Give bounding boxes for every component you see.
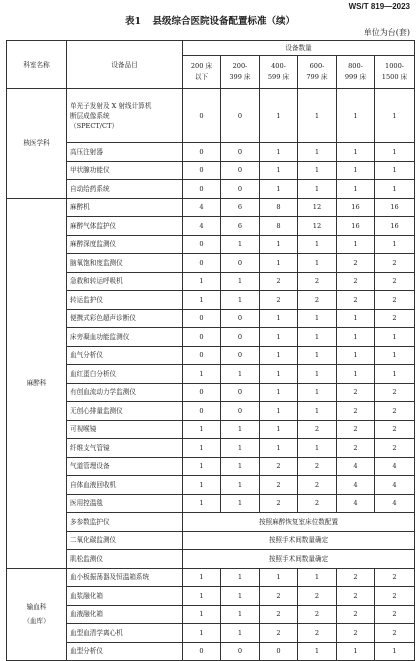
- item-cell: [67, 568, 183, 587]
- bed-range-header-line: 200-: [232, 62, 248, 70]
- quantity-cell: 1: [221, 365, 260, 384]
- quantity-cell: 1: [375, 161, 415, 180]
- quantity-cell: 2: [298, 587, 337, 606]
- quantity-cell: 0: [221, 161, 260, 180]
- quantity-cell: 4: [375, 494, 415, 513]
- quantity-cell: 4: [183, 217, 221, 236]
- quantity-cell: 1: [337, 328, 375, 347]
- quantity-cell: 1: [260, 89, 298, 143]
- quantity-cell: 1: [298, 89, 337, 143]
- item-cell-line: 无创心排量监测仪: [70, 406, 123, 415]
- quantity-cell: 1: [260, 161, 298, 180]
- table-row: [7, 217, 415, 236]
- item-cell: [67, 457, 183, 476]
- item-cell-line: 自体血液回收机: [70, 480, 117, 489]
- department-cell-line: 麻醉科: [26, 379, 47, 387]
- quantity-cell: 1: [375, 89, 415, 143]
- quantity-cell: 0: [183, 161, 221, 180]
- item-cell-line: 甲状腺功能仪: [70, 166, 110, 175]
- table-row: [7, 89, 415, 143]
- bed-range-header: [183, 56, 221, 89]
- table-row: [7, 272, 415, 291]
- quantity-cell: 1: [298, 180, 337, 199]
- quantity-cell: 2: [375, 420, 415, 439]
- item-cell-line: 脑氧饱和度监测仪: [70, 258, 123, 267]
- quantity-cell: 0: [221, 143, 260, 162]
- bed-range-header-line: 400-: [271, 62, 286, 70]
- quantity-cell: 2: [337, 568, 375, 587]
- item-cell: [67, 587, 183, 606]
- quantity-cell: 1: [375, 143, 415, 162]
- quantity-cell: 2: [337, 439, 375, 458]
- department-cell: [7, 89, 67, 199]
- quantity-cell: 8: [260, 198, 298, 217]
- unit-note: 单位为台(套): [363, 28, 410, 37]
- quantity-cell: 1: [337, 89, 375, 143]
- item-cell: [67, 180, 183, 199]
- quantity-cell: 2: [298, 272, 337, 291]
- department-cell-line: 核医学科: [23, 139, 50, 148]
- quantity-cell: 2: [298, 624, 337, 643]
- item-cell: [67, 550, 183, 569]
- item-cell-line: 自动给药系统: [70, 184, 110, 193]
- item-cell: [67, 476, 183, 495]
- quantity-cell: 1: [298, 365, 337, 384]
- quantity-cell: 2: [337, 605, 375, 624]
- quantity-cell: 0: [221, 328, 260, 347]
- quantity-cell: 0: [221, 383, 260, 402]
- item-cell-line: 便携式彩色超声诊断仪: [70, 314, 136, 323]
- table-body: [7, 89, 415, 661]
- quantity-cell: 0: [183, 89, 221, 143]
- quantity-cell: 4: [375, 476, 415, 495]
- quantity-cell: 0: [183, 143, 221, 162]
- quantity-cell: 1: [221, 420, 260, 439]
- item-cell-line: 单光子发射及 X 射线计算机: [70, 101, 152, 110]
- item-cell-line: 多参数监护仪: [70, 517, 110, 526]
- quantity-cell: 1: [260, 254, 298, 273]
- quantity-cell: 1: [298, 402, 337, 421]
- quantity-cell: 1: [337, 180, 375, 199]
- item-cell: [67, 439, 183, 458]
- item-cell: [67, 309, 183, 328]
- item-cell-line: （SPECT/CT）: [70, 121, 119, 130]
- table-row: [7, 568, 415, 587]
- table-row: [7, 550, 415, 569]
- quantity-cell: 2: [375, 568, 415, 587]
- quantity-cell: 2: [260, 476, 298, 495]
- item-cell-line: 血红蛋白分析仪: [70, 369, 117, 378]
- department-cell-line: 输血科: [26, 603, 47, 612]
- config-note-cell: 按照麻醉恢复室床位数配置: [183, 513, 415, 532]
- table-row: [7, 402, 415, 421]
- quantity-cell: 2: [260, 605, 298, 624]
- item-cell-line: 床旁凝血功能监测仪: [70, 332, 130, 341]
- quantity-cell: 1: [221, 476, 260, 495]
- table-number: 表1: [125, 16, 142, 27]
- quantity-cell: 1: [260, 143, 298, 162]
- item-cell: [67, 624, 183, 643]
- quantity-cell: 2: [260, 624, 298, 643]
- item-cell: [67, 365, 183, 384]
- item-cell: [67, 420, 183, 439]
- item-cell-line: 血型分析仪: [70, 647, 103, 656]
- quantity-cell: 1: [298, 161, 337, 180]
- quantity-cell: 1: [260, 383, 298, 402]
- quantity-cell: 0: [221, 180, 260, 199]
- item-cell: [67, 217, 183, 236]
- quantity-cell: 2: [298, 291, 337, 310]
- quantity-cell: 16: [375, 198, 415, 217]
- quantity-cell: 4: [375, 457, 415, 476]
- table-row: [7, 161, 415, 180]
- quantity-cell: 0: [221, 89, 260, 143]
- bed-range-header-line: 600-: [309, 62, 325, 70]
- table-row: [7, 383, 415, 402]
- quantity-cell: 2: [375, 383, 415, 402]
- bed-range-header-line: 200 床: [190, 62, 213, 70]
- quantity-cell: 1: [337, 309, 375, 328]
- table-row: [7, 143, 415, 162]
- quantity-cell: 0: [260, 642, 298, 661]
- table-row: [7, 624, 415, 643]
- quantity-cell: 2: [375, 254, 415, 273]
- table-row: [7, 291, 415, 310]
- quantity-cell: 2: [260, 272, 298, 291]
- quantity-cell: 2: [298, 605, 337, 624]
- quantity-cell: 1: [221, 605, 260, 624]
- item-cell-line: 麻醉深度监测仪: [70, 240, 117, 249]
- quantity-cell: 1: [337, 143, 375, 162]
- quantity-cell: 0: [183, 180, 221, 199]
- table-row: [7, 235, 415, 254]
- quantity-cell: 8: [260, 217, 298, 236]
- quantity-cell: 2: [375, 439, 415, 458]
- quantity-cell: 1: [183, 365, 221, 384]
- item-cell-line: 医用控温毯: [70, 499, 103, 508]
- quantity-cell: 1: [183, 494, 221, 513]
- item-cell: [67, 143, 183, 162]
- quantity-cell: 0: [221, 309, 260, 328]
- department-cell: [7, 568, 67, 661]
- table-row: [7, 494, 415, 513]
- quantity-cell: 2: [298, 476, 337, 495]
- department-cell: [7, 198, 67, 568]
- item-cell-line: 转运监护仪: [70, 295, 103, 304]
- quantity-cell: 1: [260, 328, 298, 347]
- table-row: [7, 346, 415, 365]
- quantity-cell: 1: [183, 420, 221, 439]
- quantity-cell: 2: [298, 420, 337, 439]
- quantity-cell: 1: [221, 235, 260, 254]
- standard-code: WS/T 819—2023: [348, 2, 410, 11]
- quantity-cell: 1: [260, 568, 298, 587]
- table-row: [7, 420, 415, 439]
- quantity-cell: 2: [260, 494, 298, 513]
- quantity-cell: 1: [183, 587, 221, 606]
- quantity-cell: 2: [337, 402, 375, 421]
- quantity-cell: 1: [183, 605, 221, 624]
- item-cell-line: 血型血清学离心机: [70, 628, 123, 637]
- bed-range-header: [375, 56, 415, 89]
- quantity-cell: 2: [375, 272, 415, 291]
- item-cell-line: 肌松监测仪: [70, 554, 103, 563]
- quantity-cell: 2: [260, 587, 298, 606]
- table-title: [0, 13, 420, 27]
- item-header: 设备品目: [67, 41, 183, 89]
- item-cell-line: 血液融化箱: [70, 610, 103, 619]
- quantity-cell: 1: [298, 235, 337, 254]
- item-cell-line: 血气分析仪: [70, 351, 103, 360]
- quantity-cell: 1: [337, 161, 375, 180]
- quantity-cell: 1: [260, 180, 298, 199]
- config-note-cell: 按照手术间数量确定: [183, 531, 415, 550]
- item-cell-line: 气道管理设备: [70, 462, 110, 471]
- item-cell-line: 血小板振荡器及恒温箱系统: [70, 573, 150, 582]
- quantity-cell: 0: [183, 254, 221, 273]
- quantity-cell: 0: [221, 346, 260, 365]
- quantity-cell: 0: [221, 254, 260, 273]
- quantity-cell: 2: [260, 291, 298, 310]
- quantity-cell: 2: [337, 420, 375, 439]
- table-row: [7, 513, 415, 532]
- item-cell-line: 有创血流动力学监测仪: [70, 388, 136, 397]
- quantity-cell: 12: [298, 217, 337, 236]
- quantity-cell: 0: [221, 642, 260, 661]
- quantity-cell: 1: [298, 254, 337, 273]
- quantity-cell: 1: [183, 272, 221, 291]
- table-row: [7, 476, 415, 495]
- table-header: [7, 41, 415, 89]
- table-row: [7, 457, 415, 476]
- item-cell-line: 麻醉机: [70, 203, 90, 212]
- item-cell-line: 麻醉气体监护仪: [70, 221, 117, 230]
- quantity-cell: 4: [337, 457, 375, 476]
- quantity-cell: 1: [260, 402, 298, 421]
- item-cell: [67, 605, 183, 624]
- table-row: [7, 328, 415, 347]
- quantity-cell: 1: [260, 420, 298, 439]
- quantity-cell: 1: [221, 494, 260, 513]
- item-cell-line: 可视喉镜: [70, 425, 97, 434]
- quantity-cell: 2: [375, 309, 415, 328]
- item-cell-line: 高压注射器: [70, 147, 103, 156]
- quantity-cell: 1: [337, 346, 375, 365]
- equipment-table: [6, 40, 415, 661]
- quantity-cell: 1: [260, 309, 298, 328]
- quantity-cell: 1: [298, 439, 337, 458]
- quantity-cell: 16: [375, 217, 415, 236]
- quantity-cell: 1: [183, 624, 221, 643]
- bed-range-header-line: 999 床: [344, 73, 367, 81]
- quantity-cell: 1: [298, 143, 337, 162]
- quantity-cell: 1: [298, 568, 337, 587]
- item-cell: [67, 494, 183, 513]
- table-row: [7, 642, 415, 661]
- quantity-cell: 1: [183, 476, 221, 495]
- quantity-cell: 1: [337, 235, 375, 254]
- item-cell: [67, 513, 183, 532]
- quantity-cell: 16: [337, 217, 375, 236]
- quantity-cell: 4: [337, 476, 375, 495]
- quantity-cell: 1: [375, 346, 415, 365]
- item-cell: [67, 272, 183, 291]
- item-cell-line: 二氧化碳监测仪: [70, 536, 117, 545]
- quantity-cell: 0: [183, 235, 221, 254]
- table-row: [7, 198, 415, 217]
- quantity-cell: 0: [183, 309, 221, 328]
- item-cell: [67, 254, 183, 273]
- quantity-cell: 2: [298, 457, 337, 476]
- item-cell: [67, 198, 183, 217]
- quantity-cell: 2: [375, 291, 415, 310]
- quantity-cell: 1: [183, 291, 221, 310]
- quantity-cell: 0: [183, 383, 221, 402]
- bed-range-header-line: 799 床: [306, 73, 328, 81]
- quantity-cell: 0: [183, 328, 221, 347]
- quantity-cell: 1: [298, 309, 337, 328]
- bed-range-header-line: 599 床: [267, 73, 290, 81]
- item-cell: [67, 383, 183, 402]
- quantity-cell: 6: [221, 217, 260, 236]
- table-row: [7, 254, 415, 273]
- quantity-cell: 2: [298, 494, 337, 513]
- quantity-cell: 0: [183, 642, 221, 661]
- bed-range-header-line: 399 床: [229, 73, 251, 81]
- quantity-cell: 1: [183, 457, 221, 476]
- item-cell: [67, 89, 183, 143]
- table-row: [7, 439, 415, 458]
- quantity-cell: 0: [221, 402, 260, 421]
- bed-range-header-line: 800-: [348, 62, 363, 70]
- item-cell: [67, 346, 183, 365]
- table-title-text: 县级综合医院设备配置标准（续）: [152, 16, 295, 27]
- table-row: [7, 605, 415, 624]
- item-cell-line: 急救和转运呼吸机: [70, 277, 123, 286]
- item-cell: [67, 328, 183, 347]
- quantity-cell: 1: [337, 642, 375, 661]
- quantity-cell: 2: [375, 402, 415, 421]
- bed-range-header: [337, 56, 375, 89]
- quantity-cell: 2: [375, 587, 415, 606]
- bed-range-header: [298, 56, 337, 89]
- item-cell-line: 纤维支气管镜: [70, 443, 110, 452]
- quantity-cell: 0: [183, 346, 221, 365]
- item-cell: [67, 531, 183, 550]
- item-cell-line: 血浆融化箱: [70, 591, 103, 600]
- item-cell: [67, 642, 183, 661]
- bed-range-header: [260, 56, 298, 89]
- quantity-cell: 2: [337, 624, 375, 643]
- config-note-cell: 按照手术间数量确定: [183, 550, 415, 569]
- quantity-cell: 6: [221, 198, 260, 217]
- bed-range-header: [221, 56, 260, 89]
- quantity-cell: 1: [221, 568, 260, 587]
- dept-header: 科室名称: [7, 41, 67, 89]
- quantity-cell: 1: [375, 235, 415, 254]
- quantity-cell: 1: [260, 346, 298, 365]
- item-cell: [67, 235, 183, 254]
- quantity-cell: 1: [298, 328, 337, 347]
- quantity-cell: 1: [221, 439, 260, 458]
- quantity-cell: 1: [375, 180, 415, 199]
- quantity-cell: 1: [298, 346, 337, 365]
- quantity-cell: 1: [337, 365, 375, 384]
- bed-range-header-line: 1000-: [385, 62, 405, 70]
- table-row: [7, 365, 415, 384]
- table-row: [7, 309, 415, 328]
- quantity-cell: 1: [221, 291, 260, 310]
- quantity-cell: 2: [337, 587, 375, 606]
- quantity-cell: 2: [337, 254, 375, 273]
- quantity-cell: 0: [183, 402, 221, 421]
- quantity-cell: 1: [375, 365, 415, 384]
- table-row: [7, 180, 415, 199]
- bed-range-header-line: 1500 床: [381, 73, 408, 81]
- quantity-cell: 2: [337, 272, 375, 291]
- item-cell: [67, 161, 183, 180]
- quantity-cell: 1: [221, 624, 260, 643]
- quantity-cell: 1: [183, 439, 221, 458]
- quantity-header: 设备数量: [183, 41, 415, 56]
- quantity-cell: 2: [260, 457, 298, 476]
- table-row: [7, 587, 415, 606]
- quantity-cell: 1: [260, 235, 298, 254]
- quantity-cell: 16: [337, 198, 375, 217]
- quantity-cell: 2: [337, 383, 375, 402]
- quantity-cell: 1: [375, 328, 415, 347]
- quantity-cell: 1: [221, 457, 260, 476]
- quantity-cell: 4: [183, 198, 221, 217]
- quantity-cell: 1: [260, 365, 298, 384]
- quantity-cell: 2: [375, 624, 415, 643]
- quantity-cell: 1: [260, 439, 298, 458]
- quantity-cell: 1: [298, 383, 337, 402]
- quantity-cell: 12: [298, 198, 337, 217]
- item-cell-line: 断层成像系统: [70, 111, 110, 120]
- quantity-cell: 1: [298, 642, 337, 661]
- quantity-cell: 2: [337, 291, 375, 310]
- department-cell-line: （血库）: [23, 617, 50, 626]
- item-cell: [67, 291, 183, 310]
- bed-range-header-line: 以下: [194, 73, 209, 81]
- quantity-cell: 1: [183, 568, 221, 587]
- quantity-cell: 1: [221, 587, 260, 606]
- quantity-cell: 2: [375, 605, 415, 624]
- quantity-cell: 1: [375, 642, 415, 661]
- quantity-cell: 1: [221, 272, 260, 291]
- quantity-cell: 4: [337, 494, 375, 513]
- item-cell: [67, 402, 183, 421]
- table-row: [7, 531, 415, 550]
